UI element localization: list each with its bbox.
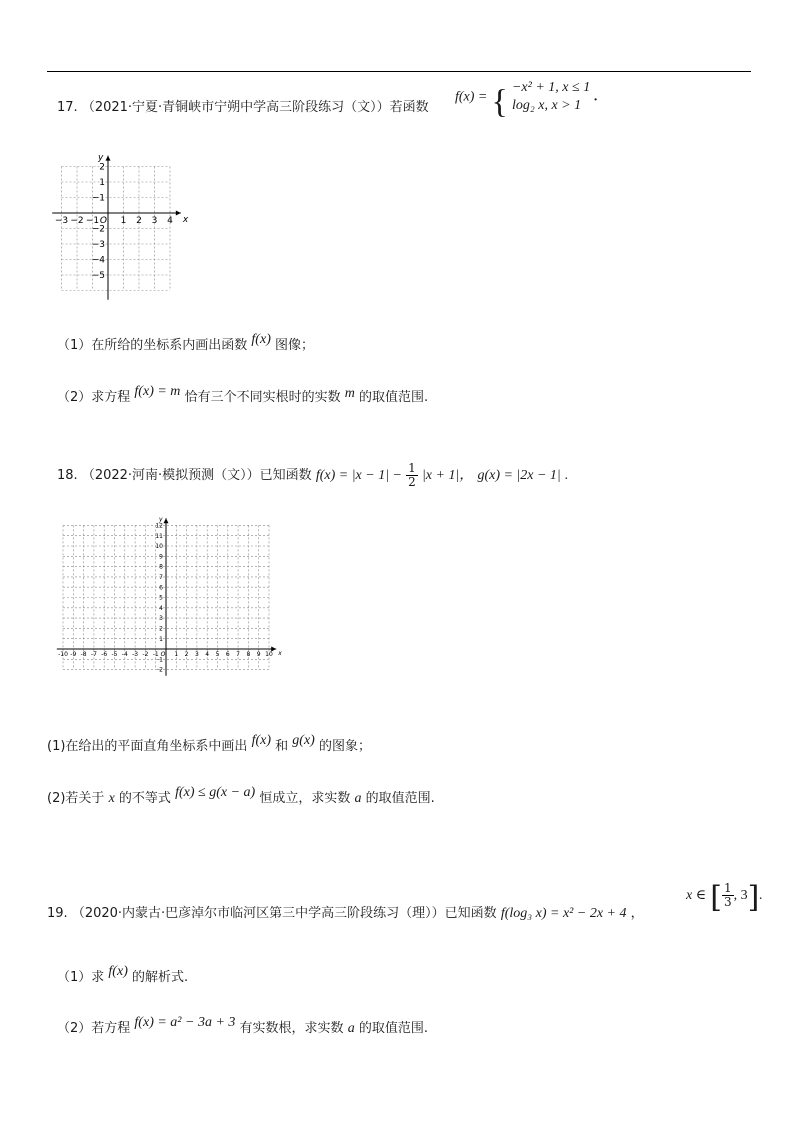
- q19-part2-pre: （2）若方程: [57, 1021, 131, 1036]
- q18-part2-x: x: [108, 791, 115, 806]
- y-tick-label: -2: [157, 666, 163, 674]
- y-tick-label: 5: [159, 594, 163, 602]
- x-tick-label: 3: [151, 216, 158, 226]
- q17-case2: log₂ x, x > 1: [511, 98, 582, 113]
- q19-source: （2020·内蒙古·巴彦淖尔市临河区第三中学高三阶段练习（理））已知函数: [71, 906, 497, 921]
- q17-source: （2021·宁夏·青铜峡市宁朔中学高三阶段练习（文））若函数: [81, 100, 429, 115]
- y-tick-label: 3: [159, 615, 163, 623]
- q19-end: .: [759, 888, 763, 903]
- q18-part2: [47, 785, 435, 807]
- x-axis-label: x: [278, 650, 282, 657]
- y-axis-arrow: [106, 156, 111, 161]
- q17-part1-pre: （1）在所给的坐标系内画出函数: [57, 338, 248, 353]
- x-tick-label: -3: [132, 651, 139, 658]
- q19-left-bracket: [: [710, 880, 722, 915]
- q18-frac-num: 1: [408, 461, 416, 475]
- x-tick-label: -4: [121, 651, 128, 658]
- q18-part2-pre: (2)若关于: [47, 791, 105, 806]
- y-tick-label: −1: [91, 193, 105, 204]
- y-tick-label: −5: [91, 271, 105, 282]
- y-tick-label: −3: [91, 240, 105, 251]
- x-tick-label: -1: [152, 651, 159, 658]
- y-tick-label: −2: [91, 224, 105, 235]
- q17-part2-mid: 恰有三个不同实根时的实数: [184, 390, 341, 405]
- q18-part1-post: 的图象；: [318, 739, 371, 754]
- x-axis-label: x: [182, 215, 189, 225]
- x-tick-label: −3: [54, 216, 69, 226]
- q19-number: 19.: [47, 906, 68, 921]
- y-tick-label: 2: [99, 162, 105, 173]
- x-tick-label: -2: [142, 651, 149, 658]
- q17-part2-math: f(x) = m: [134, 384, 181, 399]
- x-tick-label: 5: [215, 651, 220, 658]
- q17-part1-math: f(x): [251, 332, 271, 347]
- y-axis-arrow: [164, 518, 169, 523]
- y-tick-label: 1: [99, 178, 105, 189]
- q17-piecewise: [455, 79, 598, 121]
- q18-part2-mid2: 恒成立，求实数: [259, 791, 351, 806]
- q17-part2: [57, 384, 428, 405]
- top-rule: [47, 71, 751, 72]
- x-tick-label: 1: [120, 216, 127, 226]
- x-tick-label: 4: [205, 651, 210, 658]
- q17-fx: f(x) =: [455, 89, 488, 105]
- q18-source: （2022·河南·模拟预测（文））已知函数: [81, 468, 312, 483]
- q18-part1-pre: (1)在给出的平面直角坐标系中画出: [47, 739, 248, 754]
- x-tick-label: 6: [225, 651, 230, 658]
- q19-part2: [57, 1015, 428, 1037]
- x-axis-arrow: [176, 211, 181, 216]
- q19-frac-num: 1: [723, 881, 732, 895]
- x-tick-label: 4: [167, 216, 173, 226]
- q17-part1: [57, 332, 314, 353]
- y-tick-label: 12: [155, 522, 163, 530]
- q18-part1-g: g(x): [292, 733, 315, 748]
- q17-cases: [512, 79, 590, 115]
- y-tick-label: 8: [159, 563, 163, 571]
- q19-fraction: [722, 882, 734, 909]
- q17-grid-lines: [52, 153, 189, 300]
- origin-label: O: [99, 216, 107, 226]
- q18-end: .: [564, 468, 569, 483]
- y-tick-label: −4: [91, 255, 105, 266]
- q17-coordinate-grid: [45, 140, 195, 300]
- x-tick-label: 10: [265, 651, 273, 658]
- q18-coordinate-grid: [55, 510, 300, 690]
- y-tick-label: 4: [159, 604, 163, 612]
- q17-brace: {: [491, 83, 508, 121]
- x-tick-label: 8: [246, 651, 251, 658]
- y-tick-label: 9: [159, 553, 163, 561]
- q19-part2-math: f(x) = a² − 3a + 3: [134, 1015, 236, 1030]
- q19-statement: [47, 902, 644, 922]
- x-tick-label: -5: [111, 651, 118, 658]
- y-tick-label: 10: [155, 543, 163, 551]
- q17-part2-pre: （2）求方程: [57, 390, 131, 405]
- q18-part2-math: f(x) ≤ g(x − a): [175, 785, 256, 800]
- q19-part2-mid: 有实数根，求实数: [239, 1021, 344, 1036]
- q17-statement: [57, 96, 429, 115]
- x-tick-label: 2: [136, 216, 142, 226]
- q17-number: 17.: [57, 100, 78, 115]
- q19-part2-a: a: [347, 1021, 355, 1036]
- q19-domain: [686, 880, 763, 915]
- q18-gx: g(x) = |2x − 1|: [477, 468, 561, 483]
- x-tick-label: 7: [236, 651, 241, 658]
- q19-domain-post: , 3: [733, 888, 748, 903]
- x-tick-label: -9: [70, 651, 77, 658]
- origin-label: O: [160, 651, 166, 658]
- x-tick-label: -8: [80, 651, 87, 658]
- q17-part2-m: m: [344, 386, 355, 401]
- q17-part2-post: 的取值范围.: [358, 390, 429, 405]
- q17-case1: −x² + 1, x ≤ 1: [511, 80, 591, 95]
- y-tick-label: 6: [159, 584, 163, 592]
- q18-part2-post: 的取值范围.: [365, 791, 435, 806]
- y-tick-label: 7: [159, 574, 163, 581]
- q18-frac-den: 2: [408, 475, 416, 489]
- q18-fx: f(x) = |x − 1| −: [315, 468, 403, 483]
- x-tick-label: −2: [70, 216, 84, 226]
- y-tick-label: 2: [159, 625, 163, 633]
- q18-part1-and: 和: [275, 739, 289, 754]
- q18-fraction: [406, 462, 418, 489]
- y-tick-label: 1: [159, 635, 163, 643]
- q19-domain-pre: x ∈: [686, 888, 707, 903]
- x-tick-label: 1: [174, 651, 179, 658]
- q19-frac-den: 3: [723, 895, 732, 909]
- y-tick-label: -1: [157, 656, 163, 664]
- y-axis-label: y: [98, 153, 104, 164]
- q18-number: 18.: [57, 468, 78, 483]
- x-tick-label: −1: [85, 216, 100, 226]
- x-tick-label: 2: [184, 651, 189, 658]
- q19-part2-post: 的取值范围.: [358, 1021, 428, 1036]
- x-tick-label: -10: [58, 651, 68, 658]
- q17-end: .: [594, 89, 598, 105]
- q19-fx: f(log₃ x) = x² − 2x + 4: [500, 906, 627, 921]
- x-tick-label: -7: [90, 651, 97, 658]
- q18-part1: [47, 733, 371, 754]
- q19-part1-pre: （1）求: [57, 970, 105, 985]
- q19-right-bracket: ]: [747, 880, 760, 915]
- x-tick-label: 9: [256, 651, 261, 658]
- q18-part2-mid: 的不等式: [118, 791, 171, 806]
- y-axis-label: y: [159, 516, 163, 524]
- q18-part1-f: f(x): [251, 733, 271, 748]
- q17-part1-post: 图像；: [275, 338, 315, 353]
- q19-part1: [57, 964, 188, 985]
- q19-comma: ，: [630, 906, 644, 921]
- q18-fx-tail: |x + 1|，: [421, 468, 474, 483]
- q18-statement: [57, 462, 568, 489]
- x-tick-label: -6: [101, 651, 108, 658]
- q18-grid-lines: [57, 516, 282, 676]
- q19-part1-post: 的解析式.: [132, 970, 189, 985]
- q19-part1-math: f(x): [108, 964, 128, 979]
- q18-part2-a: a: [354, 791, 362, 806]
- x-tick-label: 3: [194, 651, 199, 658]
- y-tick-label: 11: [155, 532, 163, 540]
